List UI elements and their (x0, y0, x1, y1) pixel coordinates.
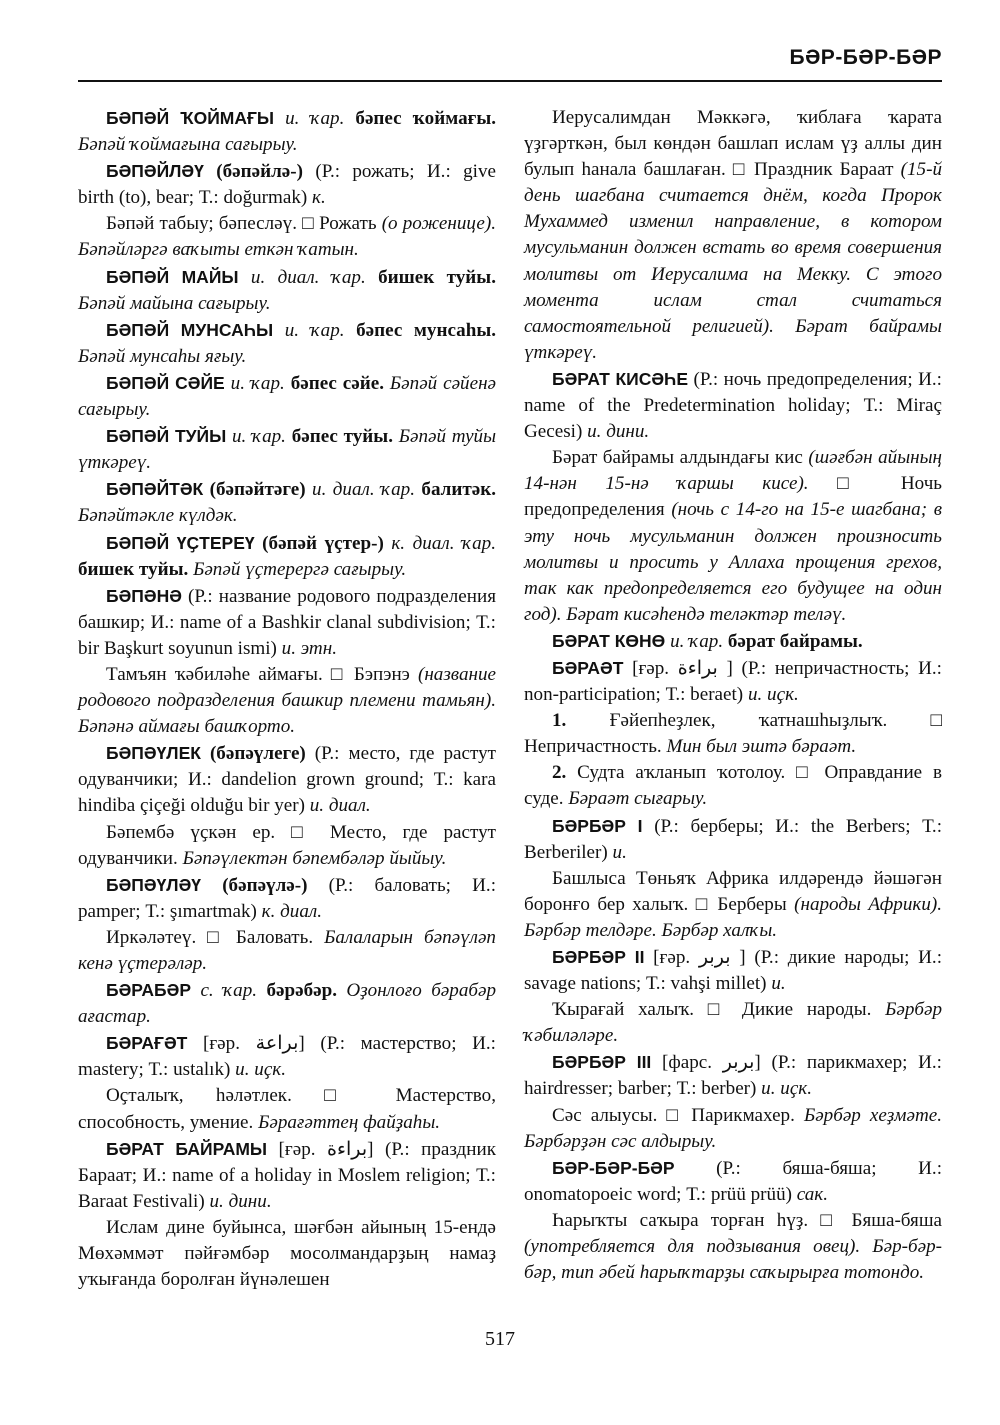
entry-text: Балаларын бәпәүләп кенә үҫтерәләр. (78, 926, 496, 974)
entry-text: Бәрат байрамы алдындағы кис (552, 447, 809, 469)
entry-text: [ғәр. بربر ] (Р.: дикие народы; И.: savage nations; Т.: vahşi millet) (524, 947, 942, 995)
headword: БӘРБӘР I (552, 815, 643, 836)
entry-text: (15-й день шагбана считается днём, когда Пророк Мухаммед изменил направление, в котором мусульманин должен встать во время совершения молитвы от Иерусалима на Мекку. С этого момента ислам стал считаться самостоятельной религией). Бәрат байрамы үткәреү. (524, 159, 942, 363)
running-head: БӘР-БӘР-БӘР (789, 46, 942, 69)
dictionary-paragraph (524, 708, 942, 760)
dictionary-paragraph (78, 158, 496, 211)
headword: БӘРАТ КИСӘҺЕ (552, 368, 689, 389)
entry-text: [ғәр. براعة] (Р.: мастерство; И.: mastery; Т.: ustalık) (78, 1033, 496, 1081)
right-column (524, 105, 942, 1286)
entry-text: и. дини. (587, 421, 650, 443)
headword: БӘПӘЙ ТУЙЫ (106, 426, 227, 447)
headword: БӘПӘҮЛЕК (106, 743, 201, 764)
entry-text: (шәғбән айының 14-нән 15-нә ҡаршы кисе). (524, 447, 942, 495)
entry-text: (бәпәйтәге) (209, 479, 306, 501)
dictionary-paragraph (524, 445, 942, 628)
dictionary-paragraph (78, 977, 496, 1030)
entry-text: бәпес ҡоймағы. (355, 108, 496, 129)
headword: БӘПӘЙ СӘЙЕ (106, 372, 225, 393)
headword: БӘРАТ КӨНӨ (552, 630, 666, 651)
entry-text: и. диал. (309, 795, 371, 817)
entry-text: (Р.: ночь предопределения; И.: name of the Predetermination holiday; Т.: Miraç Gecesi) (524, 368, 942, 443)
dictionary-paragraph (78, 925, 496, 977)
entry-text: Бәпәй үҫтерергә сағырыу. (193, 558, 407, 580)
entry-text: Ҡырағай халыҡ. □ Дикие народы. (552, 999, 886, 1021)
entry-text: и. ҡар. (230, 372, 285, 394)
entry-text: (народы Африки). Бәрбәр телдәре. Бәрбәр халҡы. (524, 893, 943, 941)
entry-text: Судта аҡланып ҡотолоу. □ Оправдание в суде. (524, 762, 942, 810)
entry-text (344, 108, 355, 129)
entry-text: Бәраәт сығарыу. (568, 788, 708, 810)
entry-text: (бәпәйлә-) (216, 161, 303, 183)
dictionary-paragraph (78, 1215, 496, 1293)
entry-text: Бәпәй ҡоймағына сағырыу. (78, 134, 298, 156)
entry-text: (бәпәй үҫтер-) (262, 532, 384, 554)
dictionary-paragraph (78, 317, 496, 370)
dictionary-paragraph (78, 1136, 496, 1215)
entry-text: и. ҡар. (670, 630, 724, 652)
entry-text: Бәпәй туйы үткәреү. (78, 426, 497, 474)
headword: БӘРБӘР III (552, 1052, 652, 1073)
entry-text: (Р.: баловать; И.: pamper; Т.: şımartmak) (78, 874, 497, 922)
entry-text: (бәпәүлеге) (209, 743, 306, 765)
entry-text: и. диал. ҡар. (312, 479, 415, 501)
dictionary-paragraph (524, 866, 942, 944)
dictionary-paragraph (524, 628, 942, 655)
entry-text: Бәрағәттең файҙаһы. (258, 1111, 441, 1133)
entry-text (239, 267, 251, 288)
entry-text: бәрәбәр. (266, 980, 337, 1002)
headword: БӘПӘНӘ (106, 585, 182, 606)
entry-text: и. ҡар. (285, 108, 345, 129)
entry-text: Һарыҡты саҡыра торған һүҙ. □ Бяша-бяша (552, 1209, 942, 1231)
entry-text: и. иҫк. (235, 1059, 286, 1081)
entry-text: и. диал. ҡар. (250, 266, 366, 288)
entry-text: Башлыса Төньяҡ Африка илдәрендә йәшәгән боронғо бер халыҡ. □ Берберы (524, 867, 942, 915)
entry-text: и. дини. (209, 1190, 272, 1212)
entry-text: Бәпәйтәкле күлдәк. (78, 505, 238, 527)
entry-text (274, 108, 285, 129)
entry-text: Ғәйепһеҙлек, ҡатнашһыҙлыҡ. □ Непричастность. (524, 710, 942, 758)
entry-text: Бәпәй майына сағырыу. (78, 292, 271, 314)
dictionary-paragraph (78, 211, 496, 263)
entry-text: и. иҫк. (761, 1078, 812, 1100)
entry-text: к. диал. (261, 900, 323, 922)
entry-text (345, 320, 357, 341)
headword: БӘРБӘР II (552, 947, 645, 967)
entry-text: Иркәләтеү. □ Баловать. (106, 926, 325, 948)
headword: БӘРАҒӘТ (106, 1033, 188, 1054)
dictionary-paragraph (524, 997, 942, 1049)
entry-text: балитәк. (421, 479, 497, 501)
entry-text: сак. (796, 1183, 829, 1205)
entry-text: Тамъян ҡәбиләһе аймағы. □ Бэпэнэ (106, 663, 418, 685)
entry-text: □ Ночь предопределения (524, 473, 943, 521)
entry-text: Бәпәй сәйенә сағырыу. (78, 372, 497, 421)
entry-text (201, 875, 222, 896)
dictionary-paragraph (78, 105, 496, 158)
entry-text: бишек туйы. (378, 266, 496, 288)
entry-text: (Р.: рожать; И.: give birth (to), bear; Т.: doğurmak) (78, 161, 496, 209)
entry-text: и. ҡар. (284, 319, 345, 341)
entry-text: 2. (552, 762, 567, 784)
entry-text: Бәпәй мунсаһы яғыу. (78, 345, 247, 367)
dictionary-paragraph (524, 1103, 942, 1155)
headword: БӘР-БӘР-БӘР (552, 1157, 675, 1178)
dictionary-paragraph (524, 105, 942, 366)
dictionary-paragraph (524, 1208, 942, 1286)
entry-text: и. иҫк. (747, 684, 799, 706)
entry-text: Бәрбәр хеҙмәте. Бәрбәрҙән сәс алдырыу. (524, 1104, 942, 1152)
entry-text: (употребляется для подзывания овец). Бәр-бәр-бәр, тип әбей һарыҡтарҙы саҡырырға тотондо. (524, 1236, 942, 1284)
entry-text: Сәс алыусы. □ Парикмахер. (552, 1104, 804, 1126)
entry-text (337, 980, 346, 1001)
dictionary-paragraph (78, 740, 496, 819)
entry-text: и. этн. (281, 637, 337, 659)
headword: БӘПӘЙ ҮҪТЕРЕҮ (106, 532, 255, 553)
header-rule (78, 80, 942, 82)
dictionary-paragraph (78, 423, 496, 476)
entry-text: Бәпәй табыу; бәпесләү. □ Рожать (106, 213, 382, 235)
dictionary-paragraph (524, 1155, 942, 1208)
entry-text: (Р.: название родового подразделения башкир; И.: name of a Bashkir clanal subdivision; Т.: bir Başkurt soyunun ismi) (78, 585, 496, 659)
headword: БӘПӘҮЛӘҮ (106, 874, 202, 895)
entry-text: Мин был эштә бәраәт. (666, 736, 857, 758)
entry-text: (ночь с 14-го на 15-е шагбана; в эту ночь мусульманин должен произносить молитвы и просить у Аллаха прощения грехов, так как предопределяется его будущее на один год). Бәрат кисәһендә теләктәр теләү. (524, 499, 943, 625)
dictionary-paragraph (524, 944, 942, 997)
dictionary-paragraph (78, 872, 496, 925)
dictionary-paragraph (78, 820, 496, 872)
headword: БӘРАБӘР (106, 980, 192, 1001)
entry-text (366, 267, 378, 288)
entry-text: (название родового подразделения башкир племени тамьян). Бәпәнә аймағы башҡорто. (78, 663, 496, 738)
dictionary-paragraph (524, 655, 942, 708)
dictionary-paragraph (524, 813, 942, 866)
entry-text: Оҙонлоғо бәрабәр ағастар. (78, 980, 496, 1028)
entry-text: (бәпәүлә-) (222, 874, 308, 896)
entry-text: бишек туйы. (78, 558, 189, 580)
dictionary-paragraph (524, 760, 942, 812)
left-column (78, 105, 496, 1293)
headword: БӘПӘЙ ҠОЙМАҒЫ (106, 108, 275, 128)
dictionary-paragraph (524, 366, 942, 445)
headword: БӘПӘЙ МАЙЫ (106, 266, 239, 287)
dictionary-paragraph (524, 1049, 942, 1102)
entry-text: Бәпембә үҫкән ер. □ Место, где растут одуванчики. (78, 821, 496, 869)
dictionary-paragraph (78, 1030, 496, 1083)
entry-text: и. ҡар. (231, 426, 286, 448)
entry-text: к. (312, 187, 326, 209)
dictionary-paragraph (78, 662, 496, 740)
headword: БӘПӘЙТӘК (106, 479, 204, 500)
entry-text: бәрат байрамы. (727, 630, 863, 652)
headword: БӘПӘЙЛӘҮ (106, 161, 204, 182)
entry-text: Бәрбәр ҡәбиләләре. (524, 999, 942, 1047)
entry-text: (Р.: берберы; И.: the Berbers; Т.: Berberiler) (524, 815, 942, 863)
entry-text: Бәпәүлектән бәпембәләр йыйыу. (182, 847, 447, 869)
entry-text: Оҫталыҡ, һәләтлек. □ Мастерство, способность, умение. (78, 1085, 496, 1133)
dictionary-paragraph (78, 583, 496, 662)
headword: БӘРАТ БАЙРАМЫ (106, 1138, 268, 1159)
headword: БӘРАӘТ (552, 657, 624, 678)
dictionary-paragraph (78, 1083, 496, 1135)
entry-text: бәпес мунсаһы. (356, 319, 496, 341)
page-number: 517 (485, 1328, 515, 1350)
dictionary-paragraph (78, 530, 496, 583)
entry-text: (Р.: место, где растут одуванчики; И.: dandelion grown ground; Т.: kara hindiba çiçeği olduğu bir yer) (78, 743, 496, 817)
entry-text: к. диал. ҡар. (391, 532, 496, 554)
entry-text: [ғәр. براءة] (Р.: праздник Бараат; И.: name of a holiday in Moslem religion; Т.: Baraat Festivali) (78, 1138, 496, 1212)
entry-text: бәпес сәйе. (290, 372, 384, 394)
entry-text: Иерусалимдан Мәккәгә, ҡиблаға ҡарата үҙгәрткән, был көндән башлап ислам үҙ аллы дин булып һанала башлаған. □ Праздник Бараат (524, 107, 942, 181)
entry-text: [фарс. بربر] (Р.: парикмахер; И.: hairdresser; barber; Т.: berber) (524, 1052, 942, 1100)
entry-text: (Р.: бяша-бяша; И.: onomatopoeic word; Т.: prüü prüü) (524, 1157, 942, 1205)
entry-text: Ислам дине буйынса, шәғбән айының 15-ендә Мөхәммәт пәйғәмбәр мосолмандарҙың намаҙ уҡығанда боролған йүнәлешен (78, 1216, 496, 1291)
entry-text: с. ҡар. (200, 980, 258, 1002)
dictionary-paragraph (78, 264, 496, 317)
dictionary-paragraph (78, 476, 496, 529)
entry-text: и. (612, 841, 627, 863)
entry-text: (о роженице). Бәпәйләргә ваҡыты еткән ҡатын. (78, 213, 496, 261)
dictionary-paragraph (78, 370, 496, 423)
entry-text (201, 743, 210, 764)
headword: БӘПӘЙ МУНСАҺЫ (106, 319, 274, 340)
entry-text (273, 320, 285, 341)
entry-text: 1. (552, 710, 567, 732)
entry-text: [ғәр. براءة ] (Р.: непричастность; И.: non-participation; Т.: beraet) (524, 657, 942, 706)
entry-text: и. (771, 973, 786, 995)
entry-text (204, 161, 216, 182)
entry-text: бәпес туйы. (291, 426, 393, 448)
